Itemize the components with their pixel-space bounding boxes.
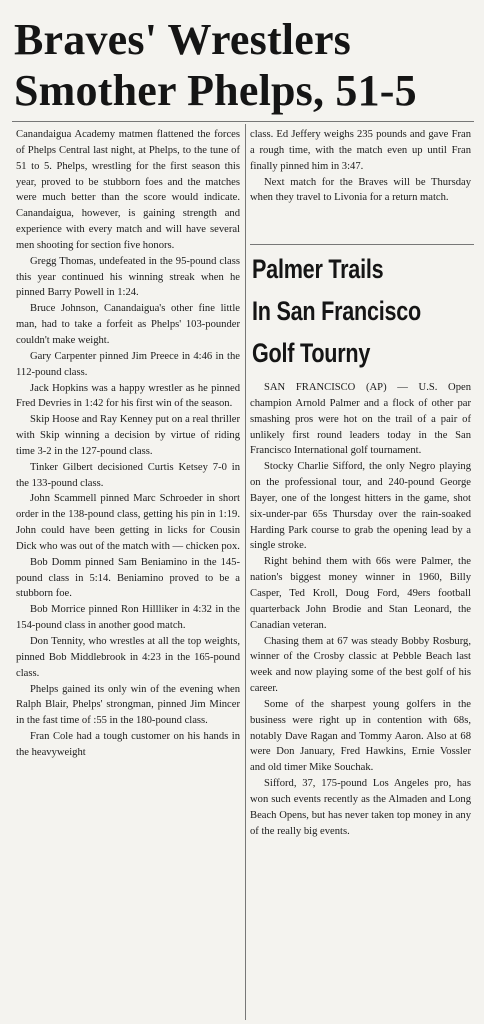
story-paragraph: Sifford, 37, 175-pound Los Angeles pro, has won such events recently as the Almaden and Long Beach Opens, but has never taken top money in any of the really big events. xyxy=(250,778,471,837)
story-divider xyxy=(250,244,474,245)
story-paragraph: SAN FRANCISCO (AP) — U.S. Open champion Arnold Palmer and a flock of other par smashing pros were hot on the trail of a pair of unlikely first round leaders today in the San Francisco International golf tournament. xyxy=(250,382,471,457)
story-paragraph: Right behind them with 66s were Palmer, the nation's biggest money winner in 1960, Billy Casper, Ted Kroll, Doug Ford, 49ers football quarterback John Brodie and Stan Leonard, the Canadian veteran. xyxy=(250,556,471,631)
headline-line-2: Smother Phelps, 51-5 xyxy=(14,66,417,115)
wrestling-story-continuation xyxy=(250,127,471,206)
headline-line-1: Braves' Wrestlers xyxy=(14,15,352,64)
story-paragraph: Bob Morrice pinned Ron Hillliker in 4:32 in the 154-pound class in another good match. xyxy=(16,604,240,632)
story-paragraph: Don Tennity, who wrestles at all the top weights, pinned Bob Middlebrook in 4:23 in the 165-pound class. xyxy=(16,636,240,679)
golf-headline xyxy=(252,248,432,374)
story-paragraph: Next match for the Braves will be Thursday when they travel to Livonia for a return match. xyxy=(250,176,471,204)
column-divider xyxy=(245,124,246,1020)
story-paragraph: Jack Hopkins was a happy wrestler as he pinned Fred Devries in 1:42 for his first win of the season. xyxy=(16,382,240,410)
story-paragraph: Skip Hoose and Ray Kenney put on a real thriller with Skip winning a decision by virtue of riding time 3-2 in the 127-pound class. xyxy=(16,414,240,457)
story-paragraph: Bob Domm pinned Sam Beniamino in the 145-pound class in 5:14. Beniamino proved to be a stubborn foe. xyxy=(16,556,240,600)
golf-headline-line-3: Golf Tourny xyxy=(252,338,371,368)
golf-story-column xyxy=(250,380,471,839)
wrestling-story-column xyxy=(16,127,240,761)
story-paragraph: Tinker Gilbert decisioned Curtis Ketsey 7-0 in the 133-pound class. xyxy=(16,461,240,489)
story-paragraph: Phelps gained its only win of the evening when Ralph Blair, Phelps' strongman, pinned Jim Mincer in the fast time of :55 in the 180-pound class. xyxy=(16,683,240,727)
story-paragraph: Some of the sharpest young golfers in the business were right up in contention with 68s, notably Dave Ragan and Tommy Aaron. Also at 68 were Don January, Fred Hawkins, Ernie Vossler and old timer Mike Souchak. xyxy=(250,698,471,774)
main-headline xyxy=(14,14,474,116)
story-paragraph: Canandaigua Academy matmen flattened the forces of Phelps Central last night, at Phelps, to the tune of 51 to 5. Phelps, wrestling for the first season this year, proved to be stubborn foes and the matches were much better than the score would indicate. Canandaigua, however, is gaining strength and experience with every match and will have several men shooting for section five honors. xyxy=(16,129,240,251)
story-paragraph: class. Ed Jeffery weighs 235 pounds and gave Fran a rough time, with the match even up until Fran finally pinned him in 3:47. xyxy=(250,129,471,172)
story-paragraph: Gary Carpenter pinned Jim Preece in 4:46 in the 112-pound class. xyxy=(16,350,240,378)
story-paragraph: Chasing them at 67 was steady Bobby Rosburg, winner of the Crosby classic at Pebble Beach last week and now playing some of the best golf of his career. xyxy=(250,635,471,695)
story-paragraph: John Scammell pinned Marc Schroeder in short order in the 138-pound class, getting his pin in 1:19. John could have been getting in licks for Cousin Dick who was out of the match with — chicken pox. xyxy=(16,493,240,552)
story-paragraph: Bruce Johnson, Canandaigua's other fine little man, had to take a forfeit as Phelps' 103-pounder couldn't make weight. xyxy=(16,303,240,346)
story-paragraph: Stocky Charlie Sifford, the only Negro playing on the professional tour, and 240-pound George Bayer, one of the longest hitters in the game, shot six-under-par 65s Thursday over the rain-soaked Harding Park course to grab the opening lead by a single stroke. xyxy=(250,461,471,552)
golf-headline-line-1: Palmer Trails xyxy=(252,254,384,284)
story-paragraph: Fran Cole had a tough customer on his hands in the heavyweight xyxy=(16,731,240,758)
golf-headline-line-2: In San Francisco xyxy=(252,296,422,326)
story-paragraph: Gregg Thomas, undefeated in the 95-pound class this year continued his winning streak when he pinned Barry Powell in 1:24. xyxy=(16,255,240,299)
headline-rule xyxy=(12,121,474,122)
